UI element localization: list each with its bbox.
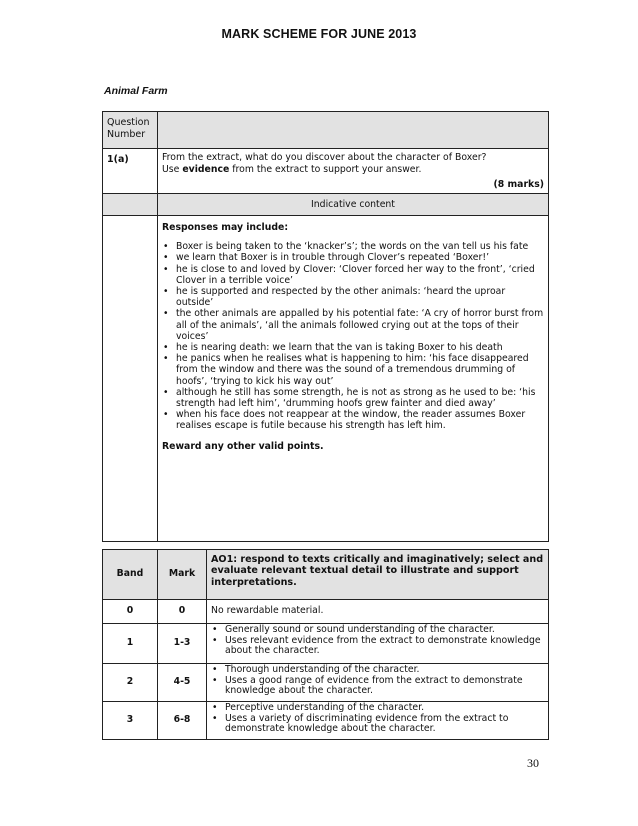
marks-label: (8 marks) — [493, 179, 544, 190]
section-title: Animal Farm — [104, 85, 168, 97]
band-descriptors — [207, 664, 549, 702]
question-line-2-prefix: Use — [162, 163, 183, 175]
mark-column-header: Mark — [158, 550, 207, 600]
page-number: 30 — [527, 756, 539, 770]
question-line-2-suffix: from the extract to support your answer. — [229, 163, 422, 175]
question-line-1: From the extract, what do you discover about the character of Boxer? — [162, 152, 487, 163]
response-item: • he is nearing death: we learn that the van is taking Boxer to his death — [162, 342, 544, 353]
question-number-header: Question Number — [103, 112, 158, 149]
band-value: 3 — [103, 702, 158, 740]
response-item: • the other animals are appalled by his potential fate: ‘A cry of horror burst from all of the animals’, ‘all the animals followed crying out at the tops of their voices’ — [162, 308, 544, 342]
band-value: 1 — [103, 624, 158, 664]
reward-note: Reward any other valid points. — [162, 440, 324, 452]
question-header-empty — [158, 112, 549, 149]
indicative-content-cell — [158, 216, 549, 542]
mark-value: 0 — [158, 600, 207, 624]
mark-value: 1-3 — [158, 624, 207, 664]
band-descriptor: • Uses a variety of discriminating evidence from the extract to demonstrate knowledge about the character. — [211, 714, 544, 735]
question-text-cell — [158, 149, 549, 194]
responses-list — [162, 241, 544, 431]
ao1-column-header: AO1: respond to texts critically and imaginatively; select and evaluate relevant textual detail to illustrate and support interpretations. — [207, 550, 549, 600]
band-value: 0 — [103, 600, 158, 624]
responses-heading: Responses may include: — [162, 222, 289, 233]
question-line-2 — [162, 164, 544, 176]
band-descriptor: • Uses a good range of evidence from the extract to demonstrate knowledge about the character. — [211, 676, 544, 697]
indicative-content-heading: Indicative content — [158, 194, 549, 216]
band-descriptor: • Perceptive understanding of the character. — [211, 703, 544, 714]
response-item: • when his face does not reappear at the window, the reader assumes Boxer realises escape is futile because his strength has left him. — [162, 409, 544, 431]
question-line-2-bold: evidence — [182, 163, 230, 175]
response-item: • although he still has some strength, he is not as strong as he used to be: ‘his strength had left him’, ‘drumming hoofs grew fainter and died away’ — [162, 387, 544, 409]
response-item: • he panics when he realises what is happening to him: ‘his face disappeared from the window and there was the sound of a tremendous drumming of hoofs’, ‘trying to kick his way out’ — [162, 353, 544, 387]
band-descriptor: • Thorough understanding of the character. — [211, 665, 544, 676]
response-item: • Boxer is being taken to the ‘knacker’s’; the words on the van tell us his fate — [162, 241, 544, 252]
question-number: 1(a) — [103, 149, 158, 194]
band-descriptor: • Uses relevant evidence from the extract to demonstrate knowledge about the character. — [211, 636, 544, 657]
page-header-title: MARK SCHEME FOR JUNE 2013 — [221, 27, 417, 41]
mark-value: 6-8 — [158, 702, 207, 740]
band-descriptors — [207, 702, 549, 740]
band-descriptor: No rewardable material. — [207, 600, 549, 624]
band-table — [102, 549, 549, 740]
band-value: 2 — [103, 664, 158, 702]
response-item: • he is supported and respected by the other animals: ‘heard the uproar outside’ — [162, 286, 544, 308]
band-column-header: Band — [103, 550, 158, 600]
response-item: • he is close to and loved by Clover: ‘Clover forced her way to the front’, ‘cried Clover in a terrible voice’ — [162, 264, 544, 286]
question-table — [102, 111, 549, 542]
band-descriptor: • Generally sound or sound understanding of the character. — [211, 625, 544, 636]
content-empty-cell — [103, 216, 158, 542]
response-item: • we learn that Boxer is in trouble through Clover’s repeated ‘Boxer!’ — [162, 252, 544, 263]
band-descriptors — [207, 624, 549, 664]
indicative-empty-cell — [103, 194, 158, 216]
mark-value: 4-5 — [158, 664, 207, 702]
